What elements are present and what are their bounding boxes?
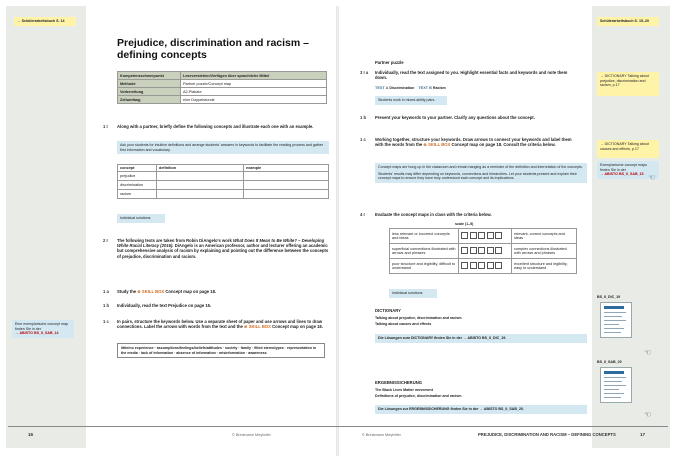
criterion-high: relevant, correct concepts and ideas [512,229,577,244]
task2a-end: Concept map on page 18. [165,289,217,294]
task-number: 1 a [103,289,109,294]
def-row-label: racism [118,190,157,199]
solutions-badge: Individual solutions [389,289,437,298]
def-cell[interactable] [157,181,244,190]
task-number: 1 c [360,137,366,142]
task-number: 4 I [360,212,365,217]
mixed-pairs-note: Students work in mixed-ability pairs. [375,96,447,105]
left-margin-column [6,6,86,448]
task2-text [117,238,329,259]
footer-brand-left: © Brinkmann Meyhöfer [232,433,271,437]
thumbnail-dictionary[interactable] [600,302,632,338]
footer-page-number-left: 16 [28,432,34,437]
example-cell[interactable] [244,172,329,181]
def-header: example [244,165,329,172]
scale-label: scale (1–5) [455,222,474,226]
ergebnis-line-1: The Black Lives Matter movement [375,388,433,392]
thumbnail-ergebnissicherung[interactable] [600,367,632,403]
meta-header-label: Kompetenzschwerpunkt [118,72,181,80]
def-header: concept [118,165,157,172]
def-header: definition [157,165,244,172]
dictionary-solution-link[interactable]: Die Lösungen zum DICTIONARY finden Sie in der → ABISTO BS_II_DIC_19. [375,334,587,343]
text-a-title: Discrimination [389,86,415,90]
criteria-table [389,228,577,274]
definition-table [117,164,329,199]
task-number: 1 b [103,303,110,308]
task1-text: Along with a partner, briefly define the following concepts and illustrate each one with an example. [117,124,314,129]
margin-note-code[interactable]: → ABISTO BS_II_SAB_14 [15,331,59,336]
footer-brand-right: © Brinkmann Meyhöfer [362,433,401,437]
dictionary-line-1: Talking about prejudice, discrimination and racism [375,316,462,320]
task2a-text [117,289,329,294]
criterion-low: poor structure and legibility, difficult to understand [390,259,459,274]
text-b-label: TEXT B [418,86,432,90]
task3-text: Individually, read the text assigned to you. Highlight essential facts and keywords and note them down. [375,70,568,81]
skill-box-link[interactable]: ⊕ SKILL BOX [137,289,165,294]
task3b-text: Present your keywords to your partner. Clarify any questions about the concept. [375,115,535,120]
concept-note-1: Concept maps are hung up in the classroom and remain hanging as a reminder of the definition and interrelation of the concepts. [378,165,583,169]
thumb1-code[interactable]: BS_II_DIC_19 [597,295,621,299]
text-a-label: TEXT A [375,86,389,90]
def-cell[interactable] [157,172,244,181]
task4-text: Evaluate the concept maps in class with the criteria below. [375,212,492,217]
task-number: 3 I a [360,70,369,75]
keyword-box: little/no experience · assumptions/feelings/beliefs/attitudes · society · family · filled stereotypes · representation in the media · lack of information · absence of information · misinformation · awareness [117,343,325,358]
meta-value: Partner puzzle/Concept map [181,80,327,88]
concept-note-2: Students' results may differ depending on keywords, connections and hierarchies. Let your students present and explain their concept maps to ensure they have truly understood each concept and its implications. [378,171,577,181]
meta-value: A2-Plakate [181,88,327,96]
hand-cursor-icon: ☜ [644,348,652,357]
margin-concept-code[interactable]: → ABISTO BS_II_SAB_15 [600,172,644,177]
task2-intro: The following texts are taken from Robin DiAngelo's work [117,238,232,243]
task-number: 2 I [103,238,108,243]
footer-rule [8,426,668,427]
meta-header-value: Leseverstehen/Verfügen über sprachliche Mittel [181,72,327,80]
meta-label: Zeitumfang [118,96,181,104]
skill-box-link[interactable]: ⊕ SKILL BOX [244,324,271,330]
criterion-low: superficial connections illustrated with arrows and phrases [390,244,459,259]
margin-concept-text: Exemplarische concept maps finden Sie in der [600,163,647,172]
margin-link-sab-15-20[interactable]: Schülerarbeitsbuch S. 15–20 [597,17,659,26]
skill-box-link[interactable]: ⊕ SKILL BOX [423,142,451,148]
example-cell[interactable] [244,190,329,199]
meta-label: Methode [118,80,181,88]
task3c-text [375,137,580,147]
task3c-start: Working together, structure your keywords. Draw arrows to connect your keywords and label them with the words from the [375,137,572,148]
criterion-high: excellent structure and legibility, easy to understand [512,259,577,274]
task-number: 1 I [103,124,108,129]
task2c-text [117,319,329,329]
solutions-badge: Individual solutions [117,214,165,223]
dictionary-line-2: Talking about causes and effects [375,322,432,326]
scale-boxes[interactable] [459,229,512,244]
thumb2-code[interactable]: BS_II_SAB_20 [597,360,622,364]
partner-puzzle-label: Partner puzzle [375,60,404,65]
hand-cursor-icon: ☜ [644,410,652,419]
task2-rest: DiAngelo is an American professor, author and lecturer offering an academic but comprehensive analysis of racism by explaining and pointing out the difference between the concepts of prejudice, discrimination and racism. [117,243,329,259]
dictionary-title: DICTIONARY [375,308,401,313]
footer-page-number-right: 17 [640,432,646,437]
margin-dictionary2-note[interactable]: → DICTIONARY Talking about causes and effects, p.17 [597,140,659,158]
scale-boxes[interactable] [459,244,512,259]
task-number: 1 b [360,115,367,120]
task1-note: Ask your students for intuitive definitions and arrange students' answers in keywords to facilitate the reading process and gather first information and vocabulary. [117,141,329,154]
book-fold [336,6,339,456]
margin-link-sab-14[interactable]: → Schülerarbeitsbuch S. 14 [14,17,76,26]
task2c-start: In pairs, structure the keywords below. Use a separate sheet of paper and use arrows and lines to draw connections. Label the arrows with words from the text and the [117,319,323,330]
ergebnis-line-2: Definitions of prejudice, discrimination and racism [375,394,462,398]
text-b-title: Racism [432,86,446,90]
margin-dictionary-note[interactable]: → DICTIONARY Talking about prejudice, discrimination and racism, p.17 [597,72,659,96]
hand-cursor-icon: ☜ [648,173,656,182]
footer-chapter-title: PREJUDICE, DISCRIMINATION AND RACISM – DEFINING CONCEPTS [478,432,616,437]
ergebnis-title: ERGEBNISSICHERUNG [375,380,422,385]
task-number: 1 c [103,319,109,324]
task2a-start: Study the [117,289,137,294]
margin-note-text: Eine exemplarische concept map finden Sie in der [15,322,68,331]
def-row-label: prejudice [118,172,157,181]
task2-work: What Does It Mean to Be White? – Developing White Racial Literacy (2016). [117,238,325,249]
example-cell[interactable] [244,181,329,190]
concept-map-note [375,163,587,183]
page-title: Prejudice, discrimination and racism – defining concepts [117,37,309,61]
text-assignment [375,86,446,91]
criterion-high: complex connections illustrated with arrows and phrases [512,244,577,259]
task2c-end: Concept map on page 18. [272,324,323,330]
meta-label: Vorbereitung [118,88,181,96]
def-cell[interactable] [157,190,244,199]
def-row-label: discrimination [118,181,157,190]
meta-value: eine Doppelstunde [181,96,327,104]
scale-boxes[interactable] [459,259,512,274]
margin-note-concept-map [12,320,74,338]
task2b-text: Individually, read the text Prejudice on page 15. [117,303,212,308]
criterion-low: less relevant or incorrect concepts and ideas [390,229,459,244]
task3c-end: Concept map on page 18. Consult the criteria below. [451,142,556,148]
method-table [117,71,327,104]
ergebnis-solution-link[interactable]: Die Lösungen zur ERGEBNISSICHERUNG finden Sie in der → ABISTO BS_II_SAB_20. [375,405,587,414]
